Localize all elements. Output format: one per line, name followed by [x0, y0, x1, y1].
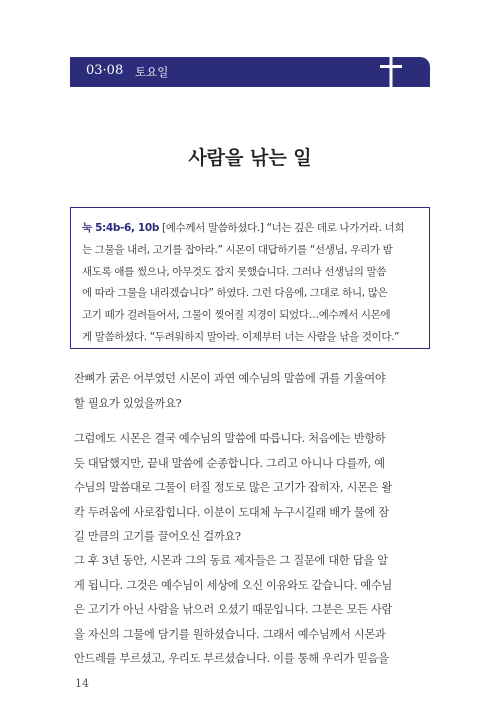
body-line: 그럼에도 시몬은 결국 예수님의 말씀에 따릅니다. 처음에는 반항하 [74, 432, 386, 445]
body-paragraph-2 [74, 427, 434, 550]
body-line: 수님의 말씀대로 그물이 터질 정도로 많은 고기가 잡히자, 시몬은 왈 [74, 481, 393, 494]
header-date: 03·08 [86, 63, 124, 78]
scripture-line: 새도록 애를 썼으나, 아무것도 잡지 못했습니다. 그러나 선생님의 말씀 [82, 265, 387, 278]
body-line: 을 자신의 그물에 담기를 원하셨습니다. 그래서 예수님께서 시몬과 [74, 627, 386, 641]
body-line: 할 필요가 있었을까요? [74, 396, 182, 410]
scripture-line [82, 218, 422, 240]
scripture-text [82, 218, 422, 349]
body-line: 은 고기가 아닌 사람을 낚으러 오셨기 때문입니다. 그분은 모든 사람 [74, 603, 393, 616]
scripture-line: 고기 떼가 걸려들어서, 그물이 찢어질 지경이 되었다…예수께서 시몬에 [82, 309, 391, 322]
header-day: 토요일 [135, 65, 169, 79]
scripture-first-line: [예수께서 말씀하셨다.] “너는 깊은 데로 나가거라. 너희 [159, 222, 405, 234]
cross-icon [380, 55, 402, 87]
body-line: 게 됩니다. 그것은 예수님이 세상에 오신 이유와도 같습니다. 예수님 [74, 578, 393, 592]
body-paragraph-1 [74, 367, 434, 416]
body-line: 안드레를 부르셨고, 우리도 부르셨습니다. 이를 통해 우리가 믿음을 [74, 652, 389, 665]
scripture-reference: 눅 5:4b-6, 10b [82, 222, 160, 234]
body-line: 길 만큼의 고기를 끌어오신 걸까요? [74, 530, 241, 543]
date-header-bar [70, 57, 430, 87]
scripture-line: 는 그물을 내려, 고기를 잡아라.” 시몬이 대답하기를 “선생님, 우리가 밤 [82, 243, 393, 256]
page-title: 사람을 낚는 일 [188, 147, 312, 169]
scripture-line: 게 말씀하셨다. “두려워하지 말아라. 이제부터 너는 사람을 낚을 것이다.” [82, 330, 400, 343]
body-line: 듯 대답했지만, 끝내 말씀에 순종합니다. 그리고 아니나 다를까, 예 [74, 456, 385, 470]
page-number: 14 [75, 677, 89, 690]
body-line: 그 후 3년 동안, 시몬과 그의 동료 제자들은 그 질문에 대한 답을 알 [74, 554, 388, 567]
body-line: 칵 두려움에 사로잡힙니다. 이분이 도대체 누구시길래 배가 물에 잠 [74, 505, 389, 519]
scripture-line: 에 따라 그물을 내리겠습니다” 하였다. 그런 다음에, 그대로 하니, 많은 [82, 287, 388, 300]
body-line: 잔뼈가 굵은 어부였던 시몬이 과연 예수님의 말씀에 귀를 기울여야 [74, 372, 386, 385]
body-paragraph-3 [74, 549, 434, 672]
